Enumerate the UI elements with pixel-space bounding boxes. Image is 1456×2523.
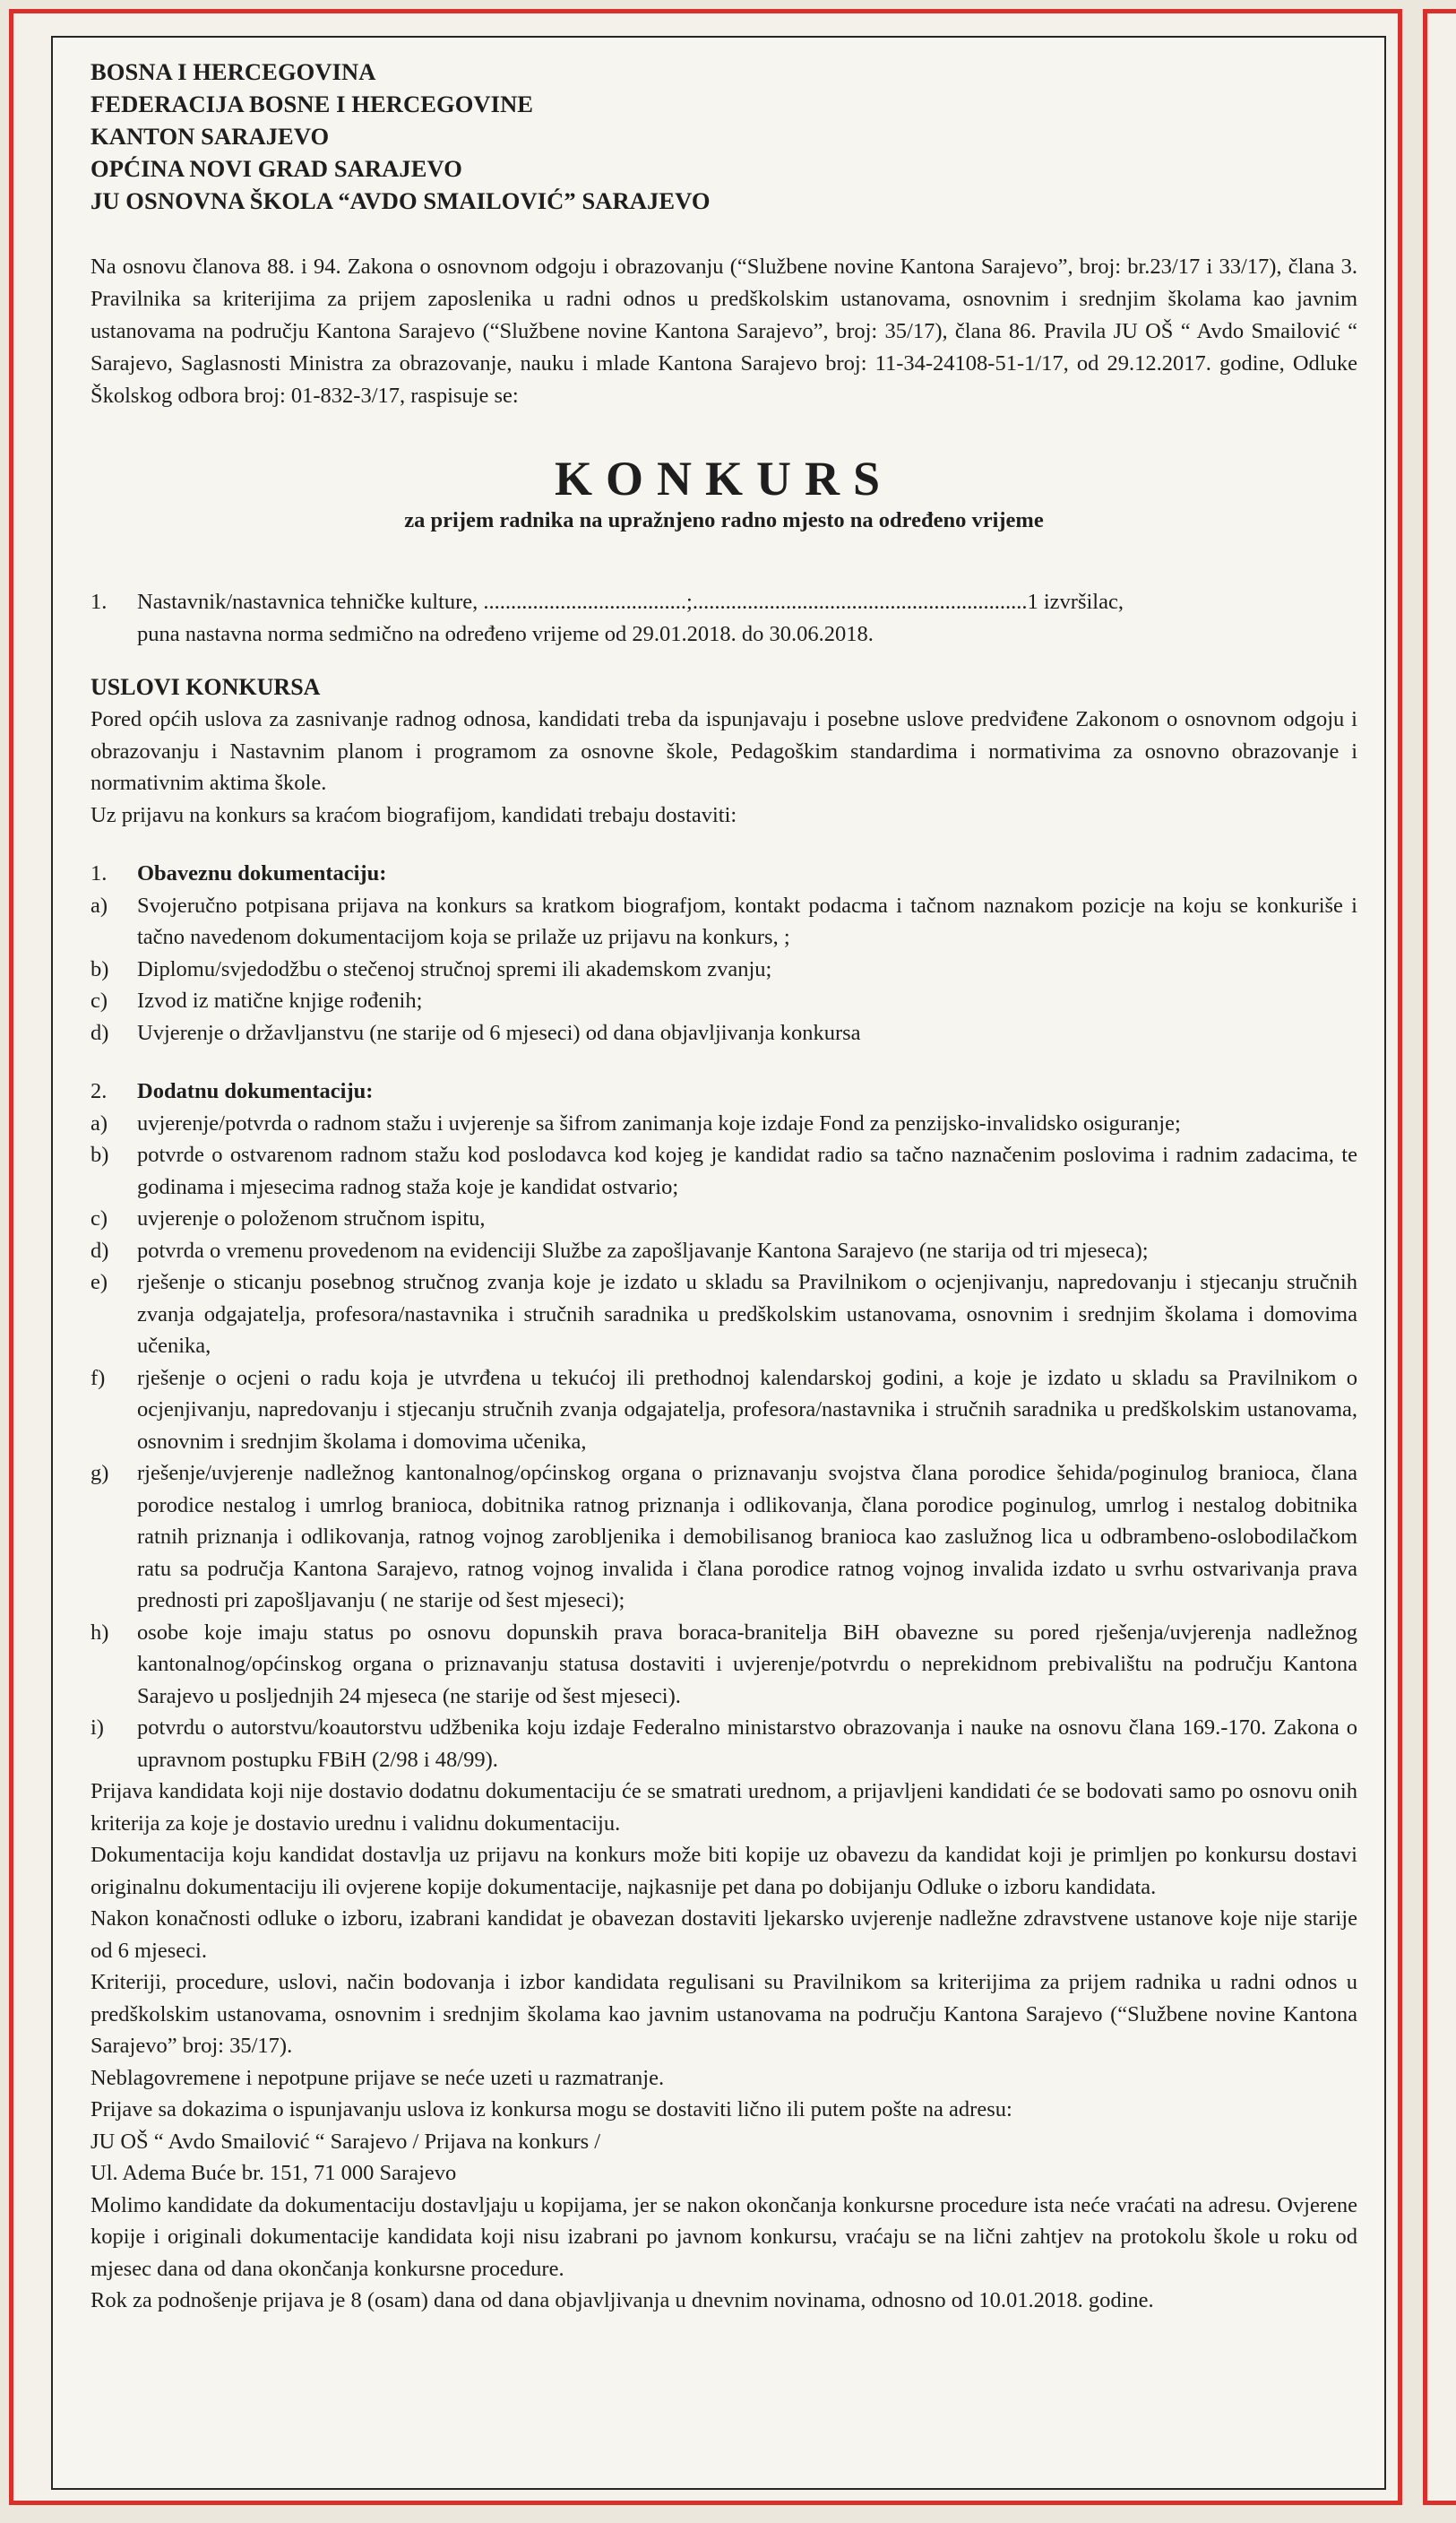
list-item-label: b) <box>90 956 109 981</box>
list-item-label: d) <box>90 1020 109 1045</box>
list-item-text: potvrda o vremenu provedenom na evidenciji Službe za zapošljavanje Kantona Sarajevo (ne starija od tri mjeseca); <box>137 1238 1149 1263</box>
deadline-paragraph: Rok za podnošenje prijava je 8 (osam) dana od dana objavljivanja u dnevnim novinama, odnosno od 10.01.2018. godine. <box>90 2288 1154 2312</box>
list-item <box>90 1266 1357 1362</box>
conditions-documents-intro: Uz prijavu na konkurs sa kraćom biografijom, kandidati trebaju dostaviti: <box>90 802 737 827</box>
closing-paragraph: Kriteriji, procedure, uslovi, način bodovanja i izbor kandidata regulisani su Pravilnikom sa kriterijima za prijem radnika u radni odnos u predškolskim ustanovama, osnovnim i srednjim školama kao javnim ustanovama na području Kantona Sarajevo (“Službene novine Kantona Sarajevo” broj: 35/17). <box>90 1970 1357 2058</box>
ad-title: KONKURS <box>554 452 894 505</box>
header-federation: FEDERACIJA BOSNE I HERCEGOVINE <box>90 91 534 117</box>
list-item-text: rješenje o ocjeni o radu koja je utvrđena u tekućoj ili prethodnoj kalendarskoj godini, a koje je izdato u skladu sa Pravilnikom o ocjenjivanju, napredovanju i stjecanju stručnih zvanja odgajatelja, profesora/nastavnika i stručnih saradnika u predškolskim ustanovama, osnovnim i srednjim školama i domovima učenika, <box>137 1365 1357 1454</box>
list-item-label: e) <box>90 1270 108 1294</box>
list-item <box>90 954 1357 986</box>
list-item-text: uvjerenje o položenom stručnom ispitu, <box>137 1206 486 1231</box>
ad-subtitle: za prijem radnika na upražnjeno radno mjesto na određeno vrijeme <box>404 508 1044 532</box>
list-item-text: Izvod iz matične knjige rođenih; <box>137 989 423 1013</box>
list-item-label: c) <box>90 989 108 1013</box>
address-line-1: JU OŠ “ Avdo Smailović “ Sarajevo / Prijava na konkurs / <box>90 2129 601 2154</box>
mandatory-docs-number: 1. <box>90 861 108 886</box>
header-municipality: OPĆINA NOVI GRAD SARAJEVO <box>90 155 462 182</box>
closing-paragraph: Prijave sa dokazima o ispunjavanju uslova iz konkursa mogu se dostaviti lično ili putem pošte na adresu: <box>90 2097 1012 2121</box>
list-item <box>90 1139 1357 1203</box>
closing-paragraph: Dokumentacija koju kandidat dostavlja uz prijavu na konkurs može biti kopije uz obavezu da kandidat koji je primljen po konkursu dostavi originalnu dokumentaciju ili ovjerene kopije dokumentacije, najkasnije pet dana po dobijanju Odluke o izboru kandidata. <box>90 1843 1357 1899</box>
legal-basis-paragraph: Na osnovu članova 88. i 94. Zakona o osnovnom odgoju i obrazovanju (“Službene novine Kantona Sarajevo”, broj: br.23/17 i 33/17), člana 3. Pravilnika sa kriterijima za prijem zaposlenika u radni odnos u predškolskim ustanovama, osnovnim i srednjim školama kao javnim ustanovama na području Kantona Sarajevo (“Službene novine Kantona Sarajevo”, broj: 35/17), člana 86. Pravila JU OŠ “ Avdo Smailović “ Sarajevo, Saglasnosti Ministra za obrazovanje, nauku i mlade Kantona Sarajevo broj: 11-34-24108-51-1/17, od 29.12.2017. godine, Odluke Školskog odbora broj: 01-832-3/17, raspisuje se: <box>90 255 1357 408</box>
list-item-text: uvjerenje/potvrda o radnom stažu i uvjerenje sa šifrom zanimanja koje izdaje Fond za penzijsko-invalidsko osiguranje; <box>137 1110 1181 1136</box>
closing-paragraph: Neblagovremene i nepotpune prijave se neće uzeti u razmatranje. <box>90 2065 665 2090</box>
list-item <box>90 985 1357 1017</box>
list-item-text: potvrdu o autorstvu/koautorstvu udžbenika koju izdaje Federalno ministarstvo obrazovanja i nauke na osnovu člana 169.-170. Zakona o upravnom postupku FBiH (2/98 i 48/99). <box>137 1715 1357 1772</box>
closing-paragraph: Molimo kandidate da dokumentaciju dostavljaju u kopijama, jer se nakon okončanja konkursne procedure ista neće vraćati na adresu. Ovjerene kopije i originali dokumentacije kandidata koji nisu izabrani po javnom konkursu, vraćaju se na lični zahtjev na protokolu škole u roku od mjesec dana od dana okončanja konkursne procedure. <box>90 2192 1357 2281</box>
list-item <box>90 1017 1357 1050</box>
additional-docs-heading: Dodatnu dokumentaciju: <box>137 1079 374 1103</box>
conditions-heading: USLOVI KONKURSA <box>90 674 321 700</box>
mandatory-docs-heading: Obaveznu dokumentaciju: <box>137 861 387 886</box>
list-item-label: b) <box>90 1143 109 1167</box>
conditions-paragraph: Pored općih uslova za zasnivanje radnog odnosa, kandidati treba da ispunjavaju i posebne uslove predviđene Zakonom o osnovnom odgoju i obrazovanju i Nastavnim planom i programom za osnovne škole, Pedagoškim standardima i normativima za osnovno obrazovanje i normativnim aktima škole. <box>90 707 1357 795</box>
list-item <box>90 1108 1357 1140</box>
header-country: BOSNA I HERCEGOVINA <box>90 58 376 85</box>
list-item <box>90 890 1357 954</box>
list-item-label: a) <box>90 1110 108 1136</box>
list-item-text: rješenje o sticanju posebnog stručnog zvanja koje je izdato u skladu sa Pravilnikom o ocjenjivanju, napredovanju i stjecanju stručnih zvanja odgajatelja, profesora/nastavnika i stručnih saradnika u predškolskim ustanovama, osnovnim i srednjim školama i domovima učenika, <box>137 1270 1357 1358</box>
list-item-label: d) <box>90 1238 109 1263</box>
header-school: JU OSNOVNA ŠKOLA “AVDO SMAILOVIĆ” SARAJEVO <box>90 187 711 214</box>
list-item-text: potvrde o ostvarenom radnom stažu kod poslodavca kod kojeg je kandidat radio sa tačno naznačenim poslovima i radnim zadacima, te godinama i mjesecima radnog staža koje je kandidat ostvario; <box>137 1143 1357 1199</box>
address-line-2: Ul. Adema Buće br. 151, 71 000 Sarajevo <box>90 2161 457 2185</box>
closing-paragraph: Nakon konačnosti odluke o izboru, izabrani kandidat je obavezan dostaviti ljekarsko uvjerenje nadležne zdravstvene ustanove koje nije starije od 6 mjeseci. <box>90 1906 1357 1963</box>
institution-header <box>90 56 1357 217</box>
list-item-text: Svojeručno potpisana prijava na konkurs sa kratkom biografjom, kontakt podacma i tačnom naznakom pozicje na koju se konkuriše i tačno navedenom dokumentacijom koja se prilaže uz prijavu na konkurs, ; <box>137 893 1357 949</box>
list-item <box>90 1235 1357 1267</box>
position-number: 1. <box>90 590 108 614</box>
list-item-label: c) <box>90 1206 108 1231</box>
position-text <box>137 586 1357 650</box>
list-item-label: g) <box>90 1461 109 1485</box>
list-item <box>90 1617 1357 1713</box>
adjacent-column-frame <box>1423 9 1456 2505</box>
header-canton: KANTON SARAJEVO <box>90 123 330 150</box>
list-item-label: i) <box>90 1715 104 1740</box>
list-item-label: a) <box>90 893 108 918</box>
list-item-label: f) <box>90 1365 106 1390</box>
position-item <box>90 586 1357 650</box>
mandatory-docs-heading-row <box>90 858 1357 890</box>
list-item <box>90 1362 1357 1458</box>
job-ad-box <box>51 36 1386 2490</box>
list-item-text: Diplomu/svjedodžbu o stečenoj stručnoj spremi ili akademskom zvanju; <box>137 956 772 981</box>
position-line-2: puna nastavna norma sedmično na određeno vrijeme od 29.01.2018. do 30.06.2018. <box>137 621 874 646</box>
position-line-1: Nastavnik/nastavnica tehničke kulture, .....................................;.............................................................1 izvršilac, <box>137 590 1124 614</box>
additional-docs-heading-row <box>90 1076 1357 1108</box>
list-item <box>90 1457 1357 1617</box>
list-item-text: osobe koje imaju status po osnovu dopunskih prava boraca-branitelja BiH obavezne su pored rješenja/uvjerenja nadležnog kantonalnog/općinskog organa o priznavanju statusa dostaviti i uvjerenje/potvrdu o neprekidnom prebivalištu na području Kantona Sarajevo u posljednjih 24 mjeseca (ne starije od šest mjeseci). <box>137 1620 1357 1708</box>
list-item-text: Uvjerenje o državljanstvu (ne starije od 6 mjeseci) od dana objavljivanja konkursa <box>137 1020 861 1045</box>
list-item-label: h) <box>90 1620 109 1645</box>
list-item <box>90 1712 1357 1776</box>
additional-docs-number: 2. <box>90 1079 108 1103</box>
list-item-text: rješenje/uvjerenje nadležnog kantonalnog/općinskog organa o priznavanju svojstva člana porodice šehida/poginulog branioca, člana porodice nestalog i umrlog branioca, dobitnika ratnog priznanja i odlikovanja, člana porodice poginulog, umrlog i nestalog dobitnika ratnih priznanja i odlikovanja, ratnog vojnog zarobljenika i demobilisanog branioca kao zaslužnog lica u odbrambeno-oslobodilačkom ratu sa područja Kantona Sarajevo, ratnog vojnog invalida i člana porodice ratnog vojnog invalida izdato u svrhu ostvarivanja prava prednosti pri zapošljavanju ( ne starije od šest mjeseci); <box>137 1461 1357 1612</box>
closing-paragraph: Prijava kandidata koji nije dostavio dodatnu dokumentaciju će se smatrati urednom, a prijavljeni kandidati će se bodovati samo po osnovu onih kriterija za koje je dostavio urednu i validnu dokumentaciju. <box>90 1779 1357 1836</box>
list-item <box>90 1203 1357 1235</box>
